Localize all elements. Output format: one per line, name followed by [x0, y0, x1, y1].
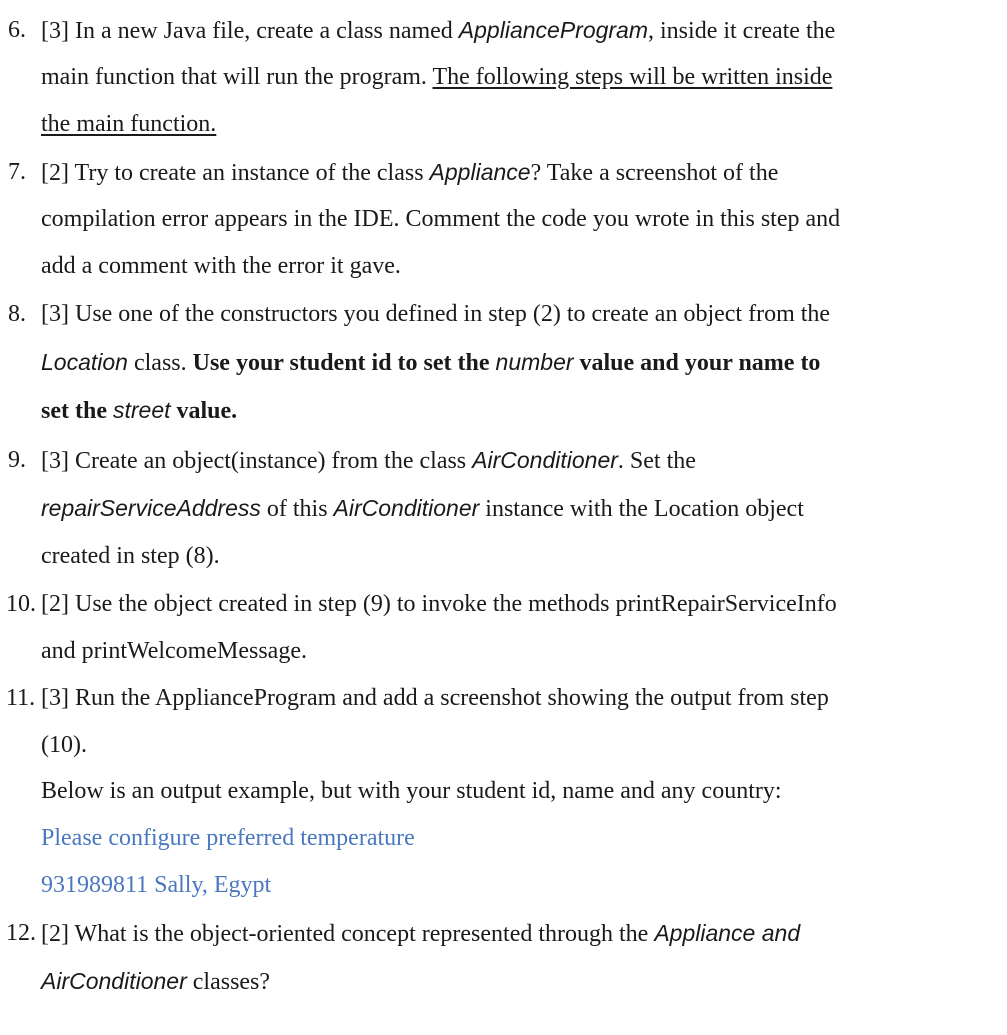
- step-11-line-2: [41, 727, 87, 763]
- output-example-line-1: Please configure preferred temperature: [41, 825, 415, 851]
- step-6-line-1: [41, 12, 835, 48]
- underlined-text: The following steps will be written inside: [432, 64, 833, 90]
- step-8-line-3: [41, 392, 237, 428]
- step-9-line-1: [41, 442, 696, 478]
- text-segment: instance with the Location object: [479, 496, 804, 522]
- bold-text: Use your student id to set the: [192, 350, 496, 376]
- bold-text: set the: [41, 398, 113, 424]
- text-segment: and printWelcomeMessage.: [41, 638, 307, 664]
- text-segment: of this: [260, 496, 334, 522]
- text-segment: [3] Run the ApplianceProgram and add a screenshot showing the output from step: [41, 685, 829, 711]
- bold-text: value and your name to: [573, 350, 821, 376]
- step-9-line-2: [41, 490, 804, 526]
- field-name-number: number: [495, 349, 574, 375]
- step-10-line-1: [41, 586, 837, 622]
- step-10-line-2: [41, 633, 307, 669]
- step-number-10: 10.: [6, 591, 36, 617]
- step-8-line-2: [41, 344, 820, 380]
- text-segment: [3] In a new Java file, create a class named: [41, 18, 459, 44]
- step-number-6: 6.: [8, 17, 26, 43]
- text-segment: [3] Create an object(instance) from the class: [41, 448, 473, 474]
- text-segment: [2] Use the object created in step (9) to invoke the methods printRepairServiceInfo: [41, 591, 837, 617]
- text-segment: [3] Use one of the constructors you defined in step (2) to create an object from the: [41, 301, 831, 327]
- step-9-line-3: [41, 538, 220, 574]
- step-6-line-3: [41, 106, 216, 142]
- text-segment: class.: [127, 350, 193, 376]
- step-7-line-3: [41, 248, 401, 284]
- text-segment: . Set the: [617, 448, 696, 474]
- step-11-line-3: [41, 773, 782, 809]
- step-number-8: 8.: [8, 301, 26, 327]
- class-name-airconditioner: AirConditioner: [333, 495, 480, 521]
- class-name-appliance: Appliance and: [654, 920, 801, 946]
- class-name-airconditioner: AirConditioner: [472, 447, 618, 473]
- step-8-line-1: [41, 296, 830, 332]
- step-7-line-2: [41, 201, 840, 237]
- step-12-line-1: [41, 915, 800, 951]
- field-name-repairserviceaddress: repairServiceAddress: [41, 495, 261, 521]
- step-12-line-2: [41, 963, 270, 999]
- text-segment: (10).: [41, 732, 87, 758]
- class-name-airconditioner: AirConditioner: [41, 968, 187, 994]
- text-segment: main function that will run the program.: [41, 64, 433, 90]
- underlined-text: the main function.: [41, 111, 217, 137]
- text-segment: , inside it create the: [648, 18, 836, 44]
- text-segment: [2] Try to create an instance of the class: [41, 160, 430, 186]
- text-segment: Below is an output example, but with your student id, name and any country:: [41, 778, 782, 804]
- text-segment: compilation error appears in the IDE. Comment the code you wrote in this step and: [41, 206, 841, 232]
- step-number-12: 12.: [6, 920, 36, 946]
- text-segment: add a comment with the error it gave.: [41, 253, 401, 279]
- class-name-appliance: Appliance: [429, 159, 531, 185]
- step-7-line-1: [41, 154, 778, 190]
- bold-text: value.: [170, 398, 238, 424]
- output-example-line-2: 931989811 Sally, Egypt: [41, 872, 272, 898]
- class-name-location: Location: [41, 349, 128, 375]
- text-segment: [2] What is the object-oriented concept represented through the: [41, 921, 655, 947]
- field-name-street: street: [112, 397, 171, 423]
- text-segment: ? Take a screenshot of the: [530, 160, 779, 186]
- text-segment: classes?: [186, 969, 271, 995]
- step-number-9: 9.: [8, 447, 26, 473]
- step-6-line-2: [41, 59, 832, 95]
- text-segment: created in step (8).: [41, 543, 220, 569]
- class-name-applianceprogram: ApplianceProgram: [458, 17, 649, 43]
- step-number-7: 7.: [8, 159, 26, 185]
- step-number-11: 11.: [6, 685, 36, 711]
- step-11-line-1: [41, 680, 829, 716]
